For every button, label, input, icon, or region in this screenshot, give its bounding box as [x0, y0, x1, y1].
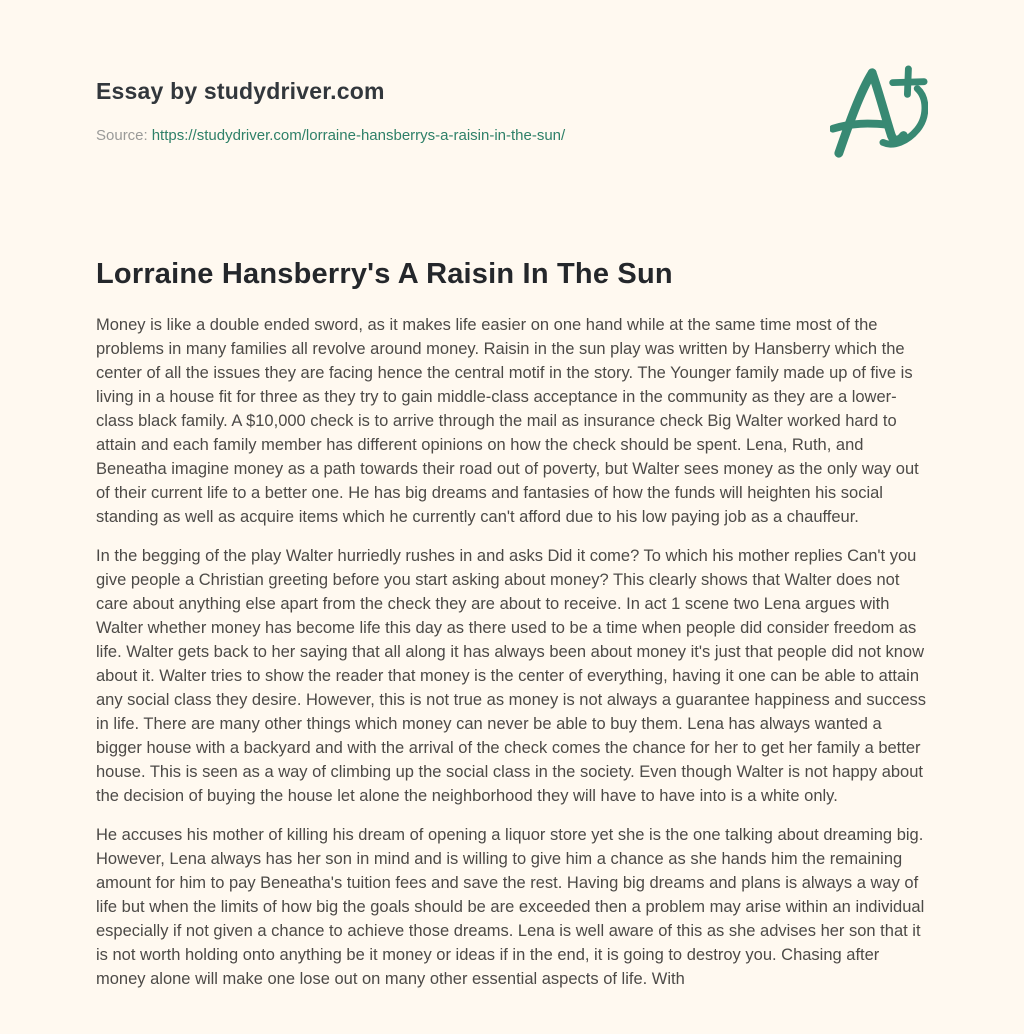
a-plus-logo-icon — [830, 64, 928, 162]
source-line — [96, 127, 565, 144]
source-link[interactable]: https://studydriver.com/lorraine-hansberrys-a-raisin-in-the-sun/ — [151, 127, 566, 144]
essay-byline: Essay by studydriver.com — [96, 78, 385, 104]
essay-paragraph: He accuses his mother of killing his dream of opening a liquor store yet she is the one talking about dreaming big. However, Lena always has her son in mind and is willing to give him a chance as she hands him the remaining amount for him to pay Beneatha's tuition fees and save the rest. Having big dreams and plans is always a way of life but when the limits of how big the goals should be are exceeded then a problem may arise within an individual especially if not given a chance to achieve those dreams. Lena is well aware of this as she advises her son that it is not worth holding onto anything be it money or ideas if in the end, it is going to destroy you. Chasing after money alone will make one lose out on many other essential aspects of life. With — [96, 826, 925, 988]
page-header — [96, 0, 928, 162]
essay-body — [96, 313, 928, 991]
essay-paragraph: In the begging of the play Walter hurriedly rushes in and asks Did it come? To which his mother replies Can't you give people a Christian greeting before you start asking about money? This clearly shows that Walter does not care about anything else apart from the check they are about to receive. In act 1 scene two Lena argues with Walter whether money has become life this day as there used to be a time when people did consider freedom as life. Walter gets back to her saying that all along it has always been about money it's just that people did not know about it. Walter tries to show the reader that money is the center of everything, having it one can be able to attain any social class they desire. However, this is not true as money is not always a guarantee happiness and success in life. There are many other things which money can never be able to buy them. Lena has always wanted a bigger house with a backyard and with the arrival of the check comes the chance for her to get her family a better house. This is seen as a way of climbing up the social class in the society. Even though Walter is not happy about the decision of buying the house let alone the neighborhood they will have to have into is a white only. — [96, 547, 927, 805]
essay-title: Lorraine Hansberry's A Raisin In The Sun — [96, 258, 673, 290]
essay-paragraph: Money is like a double ended sword, as it makes life easier on one hand while at the same time most of the problems in many families all revolve around money. Raisin in the sun play was written by Hansberry which the center of all the issues they are facing hence the central motif in the story. The Younger family made up of five is living in a house fit for three as they try to gain middle-class acceptance in the community as they are a lower-class black family. A $10,000 check is to arrive through the mail as insurance check Big Walter worked hard to attain and each family member has different opinions on how the check should be spent. Lena, Ruth, and Beneatha imagine money as a path towards their road out of poverty, but Walter sees money as the only way out of their current life to a better one. He has big dreams and fantasies of how the funds will heighten his social standing as well as acquire items which he currently can't afford due to his low paying job as a chauffeur. — [96, 316, 919, 526]
header-text-block — [96, 62, 565, 144]
source-label: Source: — [96, 127, 148, 144]
